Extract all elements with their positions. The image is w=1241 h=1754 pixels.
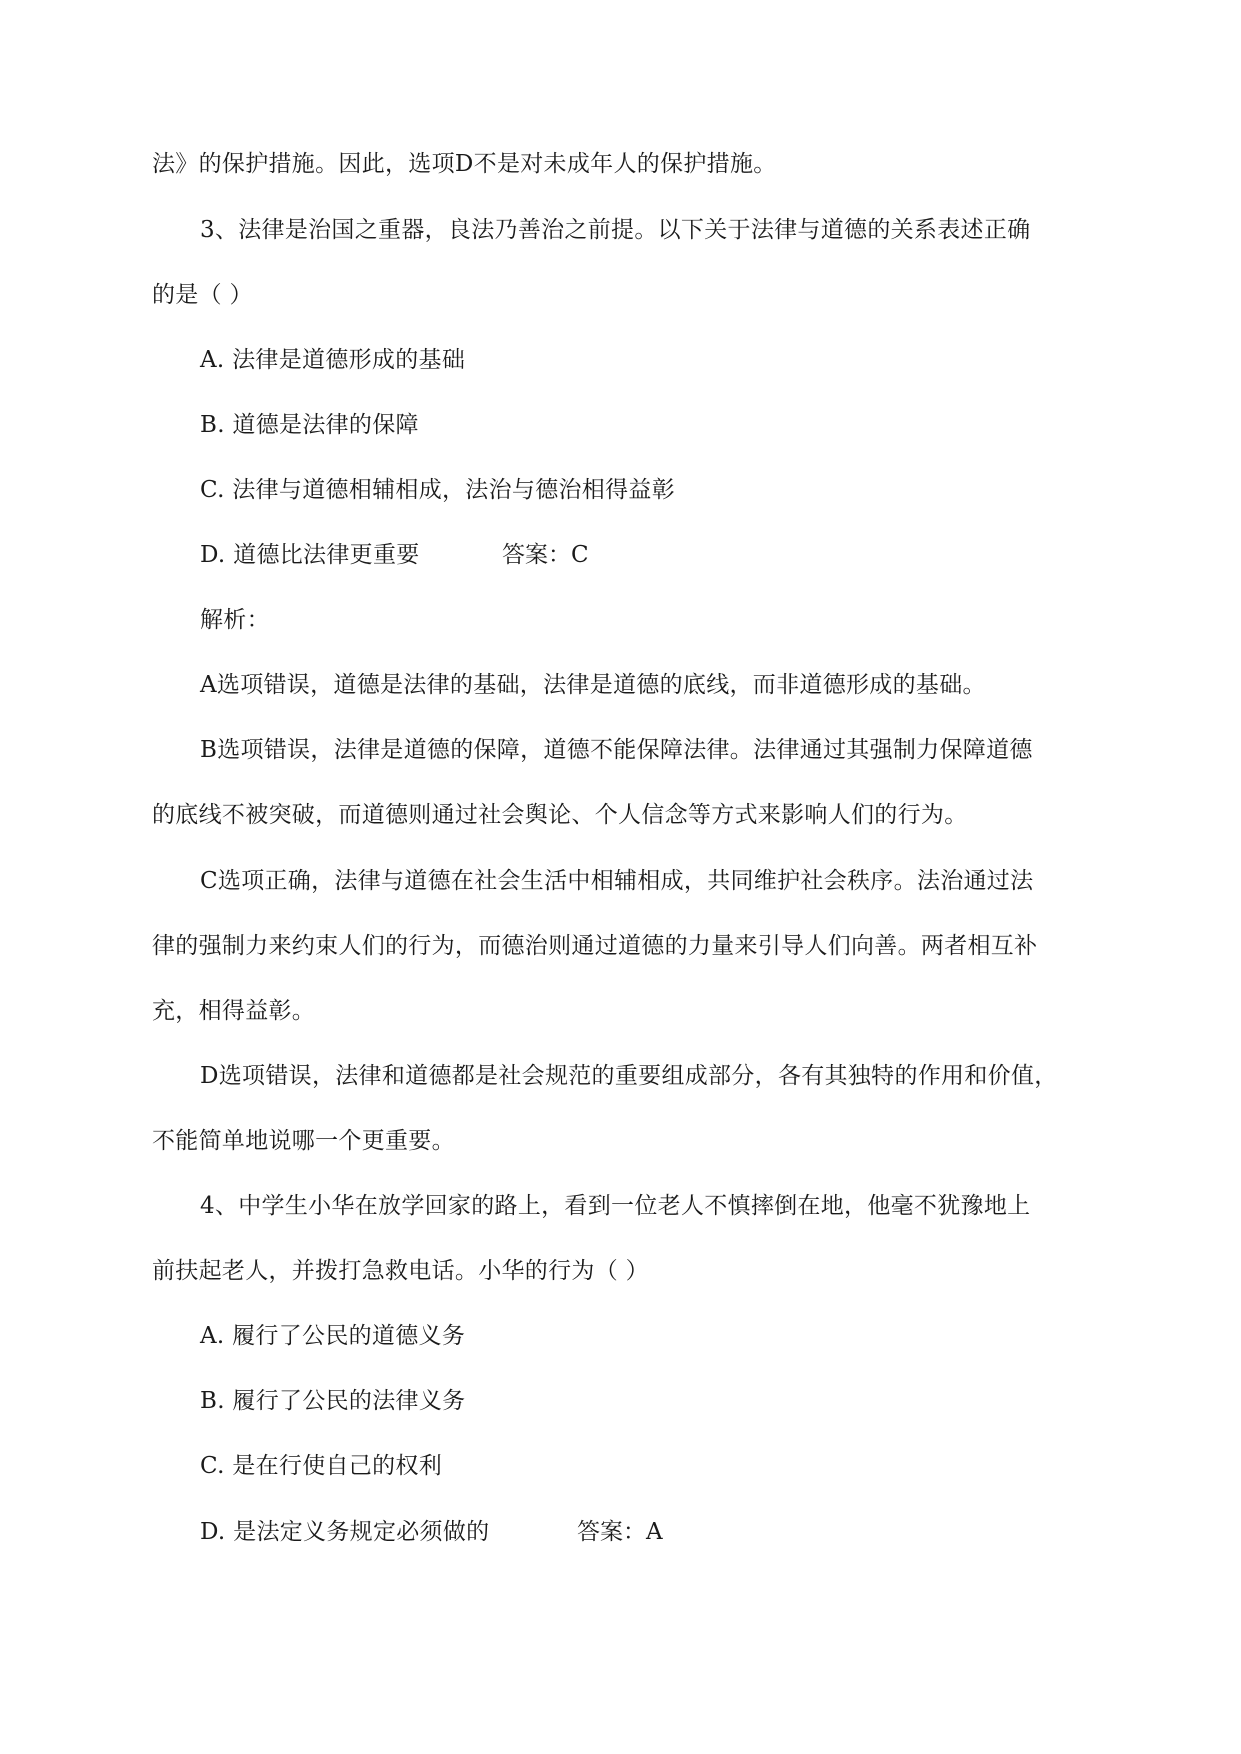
question-3-answer: 答案：C	[502, 542, 589, 568]
question-3-stem: 3、法律是治国之重器，良法乃善治之前提。以下关于法律与道德的关系表述正确	[200, 217, 1031, 243]
question-4-stem: 4、中学生小华在放学回家的路上，看到一位老人不慎摔倒在地，他毫不犹豫地上	[200, 1193, 1031, 1219]
question-4-option-b: B. 履行了公民的法律义务	[200, 1388, 466, 1414]
question-4-answer: 答案：A	[577, 1519, 663, 1545]
analysis-line: D选项错误，法律和道德都是社会规范的重要组成部分，各有其独特的作用和价值，	[200, 1063, 1058, 1089]
question-4-stem-cont: 前扶起老人，并拨打急救电话。小华的行为（ ）	[152, 1258, 649, 1284]
analysis-heading: 解析：	[200, 607, 270, 633]
analysis-line: 律的强制力来约束人们的行为，而德治则通过道德的力量来引导人们向善。两者相互补	[152, 933, 1038, 959]
analysis-line: C选项正确，法律与道德在社会生活中相辅相成，共同维护社会秩序。法治通过法	[200, 868, 1034, 894]
question-4-option-d: D. 是法定义务规定必须做的	[200, 1519, 490, 1545]
analysis-line: 充，相得益彰。	[152, 998, 316, 1024]
question-3-option-b: B. 道德是法律的保障	[200, 412, 419, 438]
analysis-line: B选项错误，法律是道德的保障，道德不能保障法律。法律通过其强制力保障道德	[200, 737, 1033, 763]
question-3-option-d: D. 道德比法律更重要	[200, 542, 420, 568]
analysis-line: A选项错误，道德是法律的基础，法律是道德的底线，而非道德形成的基础。	[200, 672, 986, 698]
question-3-option-c: C. 法律与道德相辅相成，法治与德治相得益彰	[200, 477, 676, 503]
question-4-option-c: C. 是在行使自己的权利	[200, 1453, 443, 1479]
question-4-option-a: A. 履行了公民的道德义务	[200, 1323, 466, 1349]
analysis-line: 不能简单地说哪一个更重要。	[152, 1128, 455, 1154]
analysis-line: 的底线不被突破，而道德则通过社会舆论、个人信念等方式来影响人们的行为。	[152, 802, 968, 828]
text-line: 法》的保护措施。因此，选项D不是对未成年人的保护措施。	[152, 151, 777, 177]
question-3-stem-cont: 的是（ ）	[152, 282, 253, 308]
question-3-option-a: A. 法律是道德形成的基础	[200, 347, 466, 373]
